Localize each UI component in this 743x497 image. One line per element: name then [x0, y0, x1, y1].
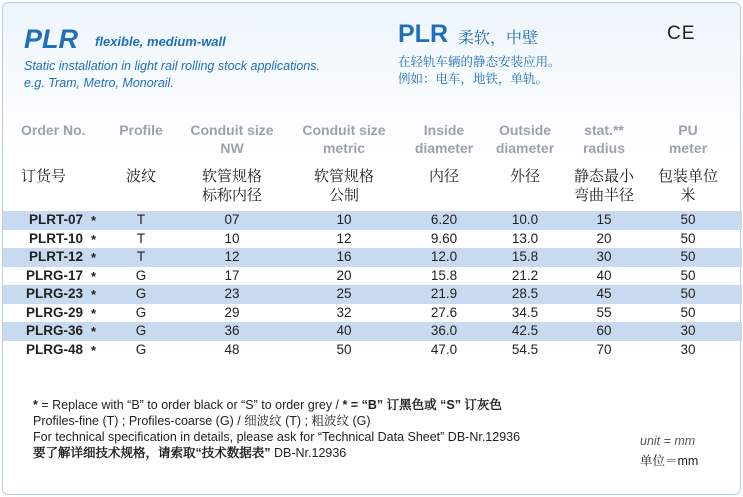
footnote-profiles: Profiles-fine (T) ; Profiles-coarse (G) / 细波纹 (T) ; 粗波纹 (G) — [33, 414, 371, 428]
footnote-tech-spec-cn-ref: DB-Nr.12936 — [270, 446, 347, 460]
cell-profile: G — [135, 341, 147, 357]
header-profile — [111, 121, 171, 139]
header-cn-profile-line: 波纹 — [125, 168, 156, 185]
ce-mark-icon: CE — [667, 23, 696, 44]
unit-label-en: unit = mm — [640, 434, 696, 448]
cell-profile: T — [136, 230, 146, 246]
product-tagline: flexible, medium-wall — [95, 34, 226, 49]
header-cn-conduit-size-metric — [300, 167, 388, 205]
table-row — [3, 267, 742, 286]
color-option-star: * — [91, 268, 97, 284]
cell-conduit-size-metric: 50 — [336, 341, 352, 357]
color-option-star: * — [91, 305, 97, 321]
table-header-cn — [3, 165, 742, 211]
cell-stat-radius: 40 — [596, 267, 612, 283]
header-cn-pu-meter-line: 米 — [680, 187, 696, 204]
header-cn-conduit-size-nw-line: 标称内径 — [201, 187, 262, 204]
color-option-star: * — [91, 231, 97, 247]
header-cn-inside-diameter — [408, 167, 480, 186]
cell-conduit-size-metric: 40 — [336, 323, 352, 338]
cell-inside-diameter: 47.0 — [430, 341, 458, 357]
cell-conduit-size-nw: 23 — [224, 286, 240, 301]
cell-order-no: PLRG-36 — [25, 323, 83, 338]
footnote-color-en: = Replace with “B” to order black or “S” to order grey / — [37, 398, 343, 412]
cell-stat-radius: 15 — [596, 212, 612, 227]
footnote-tech-spec-cn-text: 要了解详细技术规格，请索取“技术数据表” — [33, 446, 271, 460]
cell-profile: T — [136, 212, 146, 227]
table-header-en — [3, 121, 742, 165]
description-en-line-2: e.g. Tram, Metro, Monorail. — [24, 76, 174, 90]
header-stat-radius-line: radius — [582, 140, 625, 156]
cell-profile: T — [136, 249, 146, 264]
header-inside-diameter-line: Inside — [423, 122, 465, 138]
footnote-star: * — [33, 398, 38, 412]
header-order-no — [21, 121, 97, 139]
cell-outside-diameter: 21.2 — [511, 267, 539, 283]
cell-pu-meter: 50 — [680, 249, 696, 264]
cell-conduit-size-metric: 20 — [336, 267, 352, 283]
cell-profile: G — [135, 304, 147, 320]
table-body — [3, 211, 742, 359]
description-cn-line-1: 在轻轨车辆的静态安装应用。 — [398, 55, 561, 69]
header-pu-meter-line: meter — [668, 140, 708, 156]
header-cn-conduit-size-metric-line: 公制 — [328, 187, 359, 204]
cell-order-no: PLRT-10 — [28, 230, 83, 246]
footnotes — [33, 397, 633, 461]
cell-stat-radius: 55 — [596, 304, 612, 320]
color-option-star: * — [91, 213, 97, 228]
color-option-star: * — [91, 342, 97, 358]
header-cn-pu-meter-line: 包装单位 — [657, 168, 718, 185]
header-cn-conduit-size-nw — [189, 167, 275, 205]
table-row — [3, 304, 742, 323]
cell-order-no: PLRG-29 — [25, 304, 83, 320]
cell-profile: G — [135, 267, 147, 283]
cell-outside-diameter: 42.5 — [511, 323, 539, 338]
header-outside-diameter-line: Outside — [498, 122, 552, 138]
cell-order-no: PLRT-07 — [28, 212, 83, 227]
product-description-cn — [398, 54, 658, 88]
header-cn-profile — [111, 167, 171, 186]
header-conduit-size-metric-line: metric — [322, 140, 366, 156]
cell-conduit-size-metric: 16 — [336, 249, 352, 264]
color-option-star: * — [91, 250, 97, 265]
cell-outside-diameter: 15.8 — [511, 249, 539, 264]
description-cn-line-2: 例如：电车，地铁，单轨。 — [398, 72, 549, 86]
cell-stat-radius: 60 — [596, 323, 612, 338]
product-description-en — [24, 58, 354, 92]
cell-order-no: PLRG-23 — [25, 286, 83, 301]
header-cn-conduit-size-metric-line: 软管规格 — [313, 168, 374, 185]
header-inside-diameter-line: diameter — [414, 140, 474, 156]
table-row — [3, 230, 742, 249]
cell-pu-meter: 50 — [680, 286, 696, 301]
cell-inside-diameter: 15.8 — [430, 267, 458, 283]
color-option-star: * — [91, 324, 97, 339]
cell-outside-diameter: 13.0 — [511, 230, 539, 246]
cell-pu-meter: 50 — [680, 230, 696, 246]
cell-order-no: PLRG-17 — [25, 267, 83, 283]
product-code: PLR — [24, 24, 78, 54]
cell-pu-meter: 50 — [680, 304, 696, 320]
table-row — [3, 211, 742, 230]
cell-conduit-size-nw: 07 — [224, 212, 240, 227]
cell-pu-meter: 50 — [680, 212, 696, 227]
cell-order-no: PLRT-12 — [28, 249, 83, 264]
cell-stat-radius: 20 — [596, 230, 612, 246]
table-row — [3, 322, 742, 341]
header-conduit-size-nw-line: NW — [220, 140, 244, 156]
header-cn-stat-radius-line: 静态最小 — [573, 168, 634, 185]
header-cn-outside-diameter-line: 外径 — [509, 168, 540, 185]
header-pu-meter-line: PU — [678, 122, 698, 138]
cell-conduit-size-metric: 12 — [336, 230, 352, 246]
header-cn-inside-diameter-line: 内径 — [428, 168, 459, 185]
cell-order-no: PLRG-48 — [25, 341, 83, 357]
header-pu-meter — [646, 121, 730, 157]
description-en-line-1: Static installation in light rail rolling stock applications. — [24, 59, 320, 73]
cell-stat-radius: 70 — [596, 341, 612, 357]
unit-label-cn: 单位＝mm — [640, 454, 699, 468]
cell-conduit-size-metric: 32 — [336, 304, 352, 320]
header-cn-order-no — [21, 167, 97, 186]
footnote-star-2: * — [342, 398, 348, 412]
table-row — [3, 341, 742, 360]
cell-conduit-size-nw: 36 — [224, 323, 240, 338]
header-conduit-size-nw-line: Conduit size — [190, 122, 274, 138]
header-cn-conduit-size-nw-line: 软管规格 — [201, 168, 262, 185]
cell-conduit-size-metric: 25 — [336, 286, 352, 301]
header-cn-stat-radius — [567, 167, 641, 205]
cell-conduit-size-nw: 48 — [224, 341, 240, 357]
product-card — [2, 2, 741, 495]
header-cn-order-no-line: 订货号 — [21, 168, 67, 185]
cell-inside-diameter: 6.20 — [430, 212, 458, 227]
header-cn-stat-radius-line: 弯曲半径 — [573, 187, 634, 204]
product-code-cn: PLR — [398, 20, 448, 48]
cell-stat-radius: 30 — [596, 249, 612, 264]
table-row — [3, 248, 742, 267]
header-cn-outside-diameter — [488, 167, 562, 186]
header-inside-diameter — [408, 121, 480, 157]
header-conduit-size-nw — [189, 121, 275, 157]
footnote-tech-spec: For technical specification in details, please ask for “Technical Data Sheet” DB-Nr.12936 — [33, 430, 521, 444]
cell-stat-radius: 45 — [596, 286, 612, 301]
cell-inside-diameter: 12.0 — [430, 249, 458, 264]
cell-pu-meter: 30 — [680, 341, 696, 357]
header-outside-diameter — [488, 121, 562, 157]
spec-table — [3, 121, 742, 359]
cell-inside-diameter: 36.0 — [430, 323, 458, 338]
header-profile-line: Profile — [119, 122, 163, 138]
cell-conduit-size-nw: 29 — [224, 304, 240, 320]
color-option-star: * — [91, 287, 97, 302]
product-tagline-cn: 柔软，中壁 — [458, 30, 539, 47]
cell-profile: G — [135, 286, 147, 301]
header-cn-pu-meter — [646, 167, 730, 205]
header-order-no-line: Order No. — [21, 122, 86, 138]
cell-outside-diameter: 34.5 — [511, 304, 539, 320]
cell-conduit-size-nw: 10 — [224, 230, 240, 246]
cell-inside-diameter: 9.60 — [430, 230, 458, 246]
product-header — [3, 3, 742, 103]
cell-profile: G — [135, 323, 147, 338]
header-conduit-size-metric-line: Conduit size — [302, 122, 386, 138]
header-stat-radius-line: stat.** — [584, 122, 624, 138]
header-outside-diameter-line: diameter — [495, 140, 555, 156]
cell-outside-diameter: 54.5 — [511, 341, 539, 357]
cell-inside-diameter: 27.6 — [430, 304, 458, 320]
cell-inside-diameter: 21.9 — [430, 286, 458, 301]
footnote-color — [33, 397, 633, 413]
table-row — [3, 285, 742, 304]
cell-pu-meter: 50 — [680, 267, 696, 283]
footnote-tech-spec-cn — [33, 445, 633, 461]
header-conduit-size-metric — [300, 121, 388, 157]
cell-conduit-size-nw: 17 — [224, 267, 240, 283]
cell-conduit-size-metric: 10 — [336, 212, 352, 227]
cell-outside-diameter: 10.0 — [511, 212, 539, 227]
header-stat-radius — [567, 121, 641, 157]
cell-conduit-size-nw: 12 — [224, 249, 240, 264]
cell-outside-diameter: 28.5 — [511, 286, 539, 301]
footnote-color-cn: = “B” 订黑色或 “S” 订灰色 — [347, 398, 502, 412]
cell-pu-meter: 30 — [680, 323, 696, 338]
